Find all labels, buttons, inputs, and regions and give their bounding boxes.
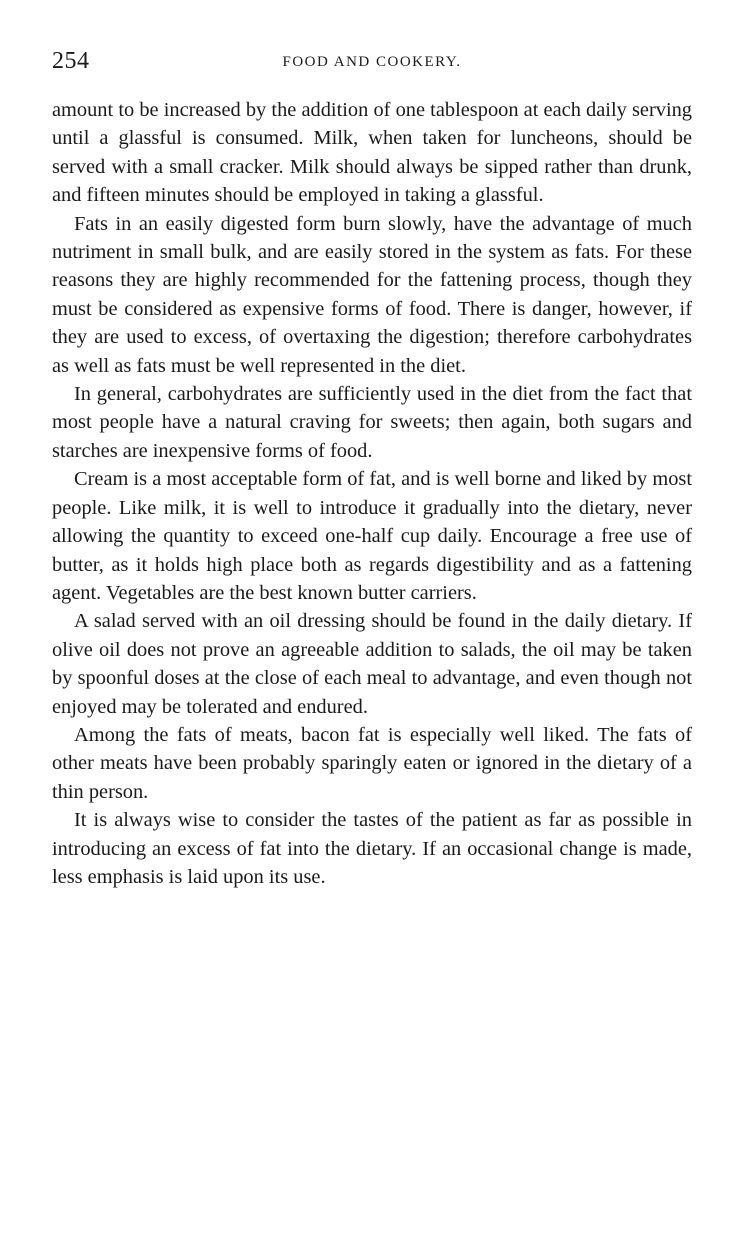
page-header [52, 48, 692, 84]
page-body [52, 96, 692, 891]
paragraph-fats: Fats in an easily digested form burn slowly, have the advantage of much nutriment in small bulk, and are easily stored in the system as fats. For these reasons they are highly recommended for the fattening process, though they must be considered as expensive forms of food. There is danger, however, if they are used to excess, of overtaxing the digestion; therefore carbohydrates as well as fats must be well represented in the diet. [52, 212, 692, 377]
paragraph-milk-continuation: amount to be increased by the addition of one tablespoon at each daily serving until a glassful is consumed. Milk, when taken for luncheons, should be served with a small cracker. Milk should always be sipped rather than drunk, and fifteen minutes should be employed in taking a glassful. [52, 99, 692, 207]
running-title: FOOD AND COOKERY. [282, 54, 462, 70]
paragraph-cream: Cream is a most acceptable form of fat, and is well borne and liked by most people. Like milk, it is well to introduce it gradually into the dietary, never allowing the quantity to exceed one-half cup daily. Encourage a free use of butter, as it holds high place both as regards digestibility and as a fattening agent. Vegetables are the best known butter carriers. [52, 468, 692, 604]
paragraph-patient-tastes: It is always wise to consider the tastes of the patient as far as possible in introducing an excess of fat into the dietary. If an occasional change is made, less emphasis is laid upon its use. [52, 809, 692, 888]
paragraph-salad: A salad served with an oil dressing should be found in the daily dietary. If olive oil does not prove an agreeable addition to salads, the oil may be taken by spoonful doses at the close of each meal to advantage, and even though not enjoyed may be tolerated and endured. [52, 610, 692, 718]
book-page [52, 48, 692, 891]
paragraph-meat-fats: Among the fats of meats, bacon fat is especially well liked. The fats of other meats have been probably sparingly eaten or ignored in the dietary of a thin person. [52, 723, 692, 803]
page-number: 254 [52, 48, 90, 74]
paragraph-carbohydrates: In general, carbohydrates are sufficiently used in the diet from the fact that most people have a natural craving for sweets; then again, both sugars and starches are inexpensive forms of food. [52, 383, 692, 462]
